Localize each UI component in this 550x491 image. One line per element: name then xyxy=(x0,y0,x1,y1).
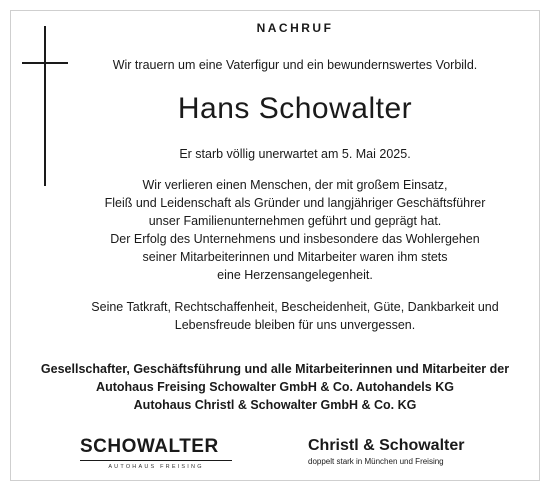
paragraph-line: unser Familienunternehmen geführt und geprägt hat. xyxy=(148,214,442,228)
schowalter-logo xyxy=(80,436,240,470)
tribute-paragraph-2 xyxy=(60,298,530,334)
deceased-name: Hans Schowalter xyxy=(177,92,413,125)
tribute-paragraph-1 xyxy=(60,176,530,284)
notice-heading: NACHRUF xyxy=(256,21,334,35)
paragraph-line: eine Herzensangelegenheit. xyxy=(217,268,373,282)
paragraph-line: Seine Tatkraft, Rechtschaffenheit, Bescheidenheit, Güte, Dankbarkeit und xyxy=(91,300,499,314)
schowalter-logo-wordmark: SCHOWALTER xyxy=(80,436,219,457)
schowalter-logo-tagline: AUTOHAUS FREISING xyxy=(108,464,204,470)
death-statement: Er starb völlig unerwartet am 5. Mai 2025. xyxy=(179,147,411,161)
paragraph-line: Lebensfreude bleiben für uns unvergessen. xyxy=(174,318,416,332)
cross-vertical-bar xyxy=(44,26,46,186)
logo-divider xyxy=(80,460,232,461)
intro-text: Wir trauern um eine Vaterfigur und ein bewundernswertes Vorbild. xyxy=(112,58,478,72)
paragraph-line: seiner Mitarbeiterinnen und Mitarbeiter waren ihm stets xyxy=(142,250,448,264)
signer-line: Autohaus Freising Schowalter GmbH & Co. Autohandels KG xyxy=(96,380,454,394)
signers-block xyxy=(30,360,520,414)
christl-schowalter-logo xyxy=(308,437,508,466)
paragraph-line: Wir verlieren einen Menschen, der mit großem Einsatz, xyxy=(142,178,448,192)
paragraph-line: Der Erfolg des Unternehmens und insbesondere das Wohlergehen xyxy=(110,232,480,246)
christl-schowalter-wordmark: Christl & Schowalter xyxy=(308,437,465,454)
christl-schowalter-tagline: doppelt stark in München und Freising xyxy=(308,457,444,466)
paragraph-line: Fleiß und Leidenschaft als Gründer und langjähriger Geschäftsführer xyxy=(104,196,486,210)
signer-line: Autohaus Christl & Schowalter GmbH & Co. KG xyxy=(133,398,417,412)
signer-line: Gesellschafter, Geschäftsführung und alle Mitarbeiterinnen und Mitarbeiter der xyxy=(40,362,510,376)
